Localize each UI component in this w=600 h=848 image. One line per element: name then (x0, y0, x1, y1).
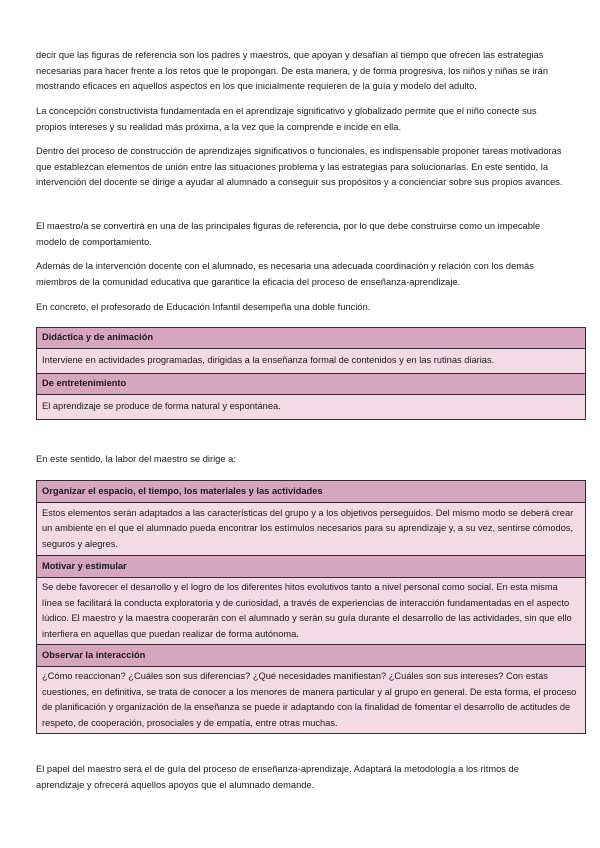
task-text-organizar: Estos elementos serán adaptados a las características del grupo y a los objetivos perseguidos. Del mismo modo se deberá crear un ambiente en el que el alumnado pueda encontrar los estímulos necesarios para su aprendizaje y, a su vez, sentirse cómodos, seguros y alegres. (37, 503, 586, 556)
table-row (37, 645, 586, 667)
paragraph-concepcion-constructivista: La concepción constructivista fundamentada en el aprendizaje significativo y globalizado permite que el niño conecte sus propios intereses y su realidad más próxima, a la vez que la comprende e incide en ella. (36, 106, 537, 132)
function-heading-entretenimiento: De entretenimiento (37, 374, 586, 395)
table-row (37, 667, 586, 734)
table-row (37, 374, 586, 395)
function-text-entretenimiento: El aprendizaje se produce de forma natural y espontánea. (37, 395, 586, 420)
paragraph-coordinacion: Además de la intervención docente con el alumnado, es necesaria una adecuada coordinación y relación con los demás miembros de la comunidad educativa que garantice la eficacia del proceso de enseñanza-aprendizaje. (36, 261, 534, 287)
table-row (37, 578, 586, 645)
table-row (37, 556, 586, 578)
task-heading-organizar: Organizar el espacio, el tiempo, los materiales y las actividades (37, 481, 586, 503)
paragraph-doble-funcion: En concreto, el profesorado de Educación Infantil desempeña una doble función. (36, 302, 371, 312)
paragraph-figuras-referencia: decir que las figuras de referencia son los padres y maestros, que apoyan y desafían al tiempo que ofrecen las estrategias necesarias para hacer frente a los retos que le propongan. De esta manera, y de forma progresiva, los niños y niñas se irán mostrando eficaces en aquellos aspectos en los que inicialmente requieren de la guía y modelo del adulto. (36, 50, 549, 91)
table-row (37, 328, 586, 349)
paragraph-maestro-referencia: El maestro/a se convertirá en una de las principales figuras de referencia, por lo que debe construirse como un impecable modelo de comportamiento. (36, 221, 541, 247)
paragraph-labor-maestro: En este sentido, la labor del maestro se dirige a: (36, 454, 236, 464)
task-text-observar: ¿Cómo reaccionan? ¿Cuáles son sus diferencias? ¿Qué necesidades manifiestan? ¿Cuáles son sus intereses? Con estas cuestiones, en definitiva, se trata de conocer a los menores de manera particular y al grupo en general. De esta forma, el proceso de planificación y organización de la enseñanza se puede ir adaptando con la finalidad de fomentar el desarrollo de actitudes de respeto, de cooperación, prosociales y de empatía, entre otras muchas. (37, 667, 586, 734)
table-row (37, 349, 586, 374)
paragraph-papel-maestro: El papel del maestro será el de guía del proceso de enseñanza-aprendizaje. Adaptará la metodología a los ritmos de aprendizaje y ofrecerá aquellos apoyos que el alumnado demande. (36, 764, 519, 790)
function-text-didactica: Interviene en actividades programadas, dirigidas a la enseñanza formal de contenidos y en las rutinas diarias. (37, 349, 586, 374)
function-heading-didactica: Didáctica y de animación (37, 328, 586, 349)
task-heading-motivar: Motivar y estimular (37, 556, 586, 578)
tasks-table (36, 480, 586, 734)
table-row (37, 481, 586, 503)
functions-table (36, 327, 586, 420)
table-row (37, 395, 586, 420)
task-text-motivar: Se debe favorecer el desarrollo y el logro de los diferentes hitos evolutivos tanto a nivel personal como social. En esta misma línea se facilitará la conducta exploratoria y de curiosidad, a través de experiencias de interacción fundamentadas en el aspecto lúdico. El maestro y la maestra cooperarán con el alumnado y serán su guía durante el desarrollo de las actividades, sin que ello interfiera en aquellas que puedan realizar de forma autónoma. (37, 578, 586, 645)
table-row (37, 503, 586, 556)
task-heading-observar: Observar la interacción (37, 645, 586, 667)
paragraph-aprendizajes-significativos: Dentro del proceso de construcción de aprendizajes significativos o funcionales, es indispensable proponer tareas motivadoras que establezcan elementos de unión entre las situaciones problema y las estrategias para solucionarlas. En este sentido, la intervención del docente se dirige a ayudar al alumnado a conseguir sus propósitos y a concienciar sobre sus propios avances. (36, 146, 563, 187)
